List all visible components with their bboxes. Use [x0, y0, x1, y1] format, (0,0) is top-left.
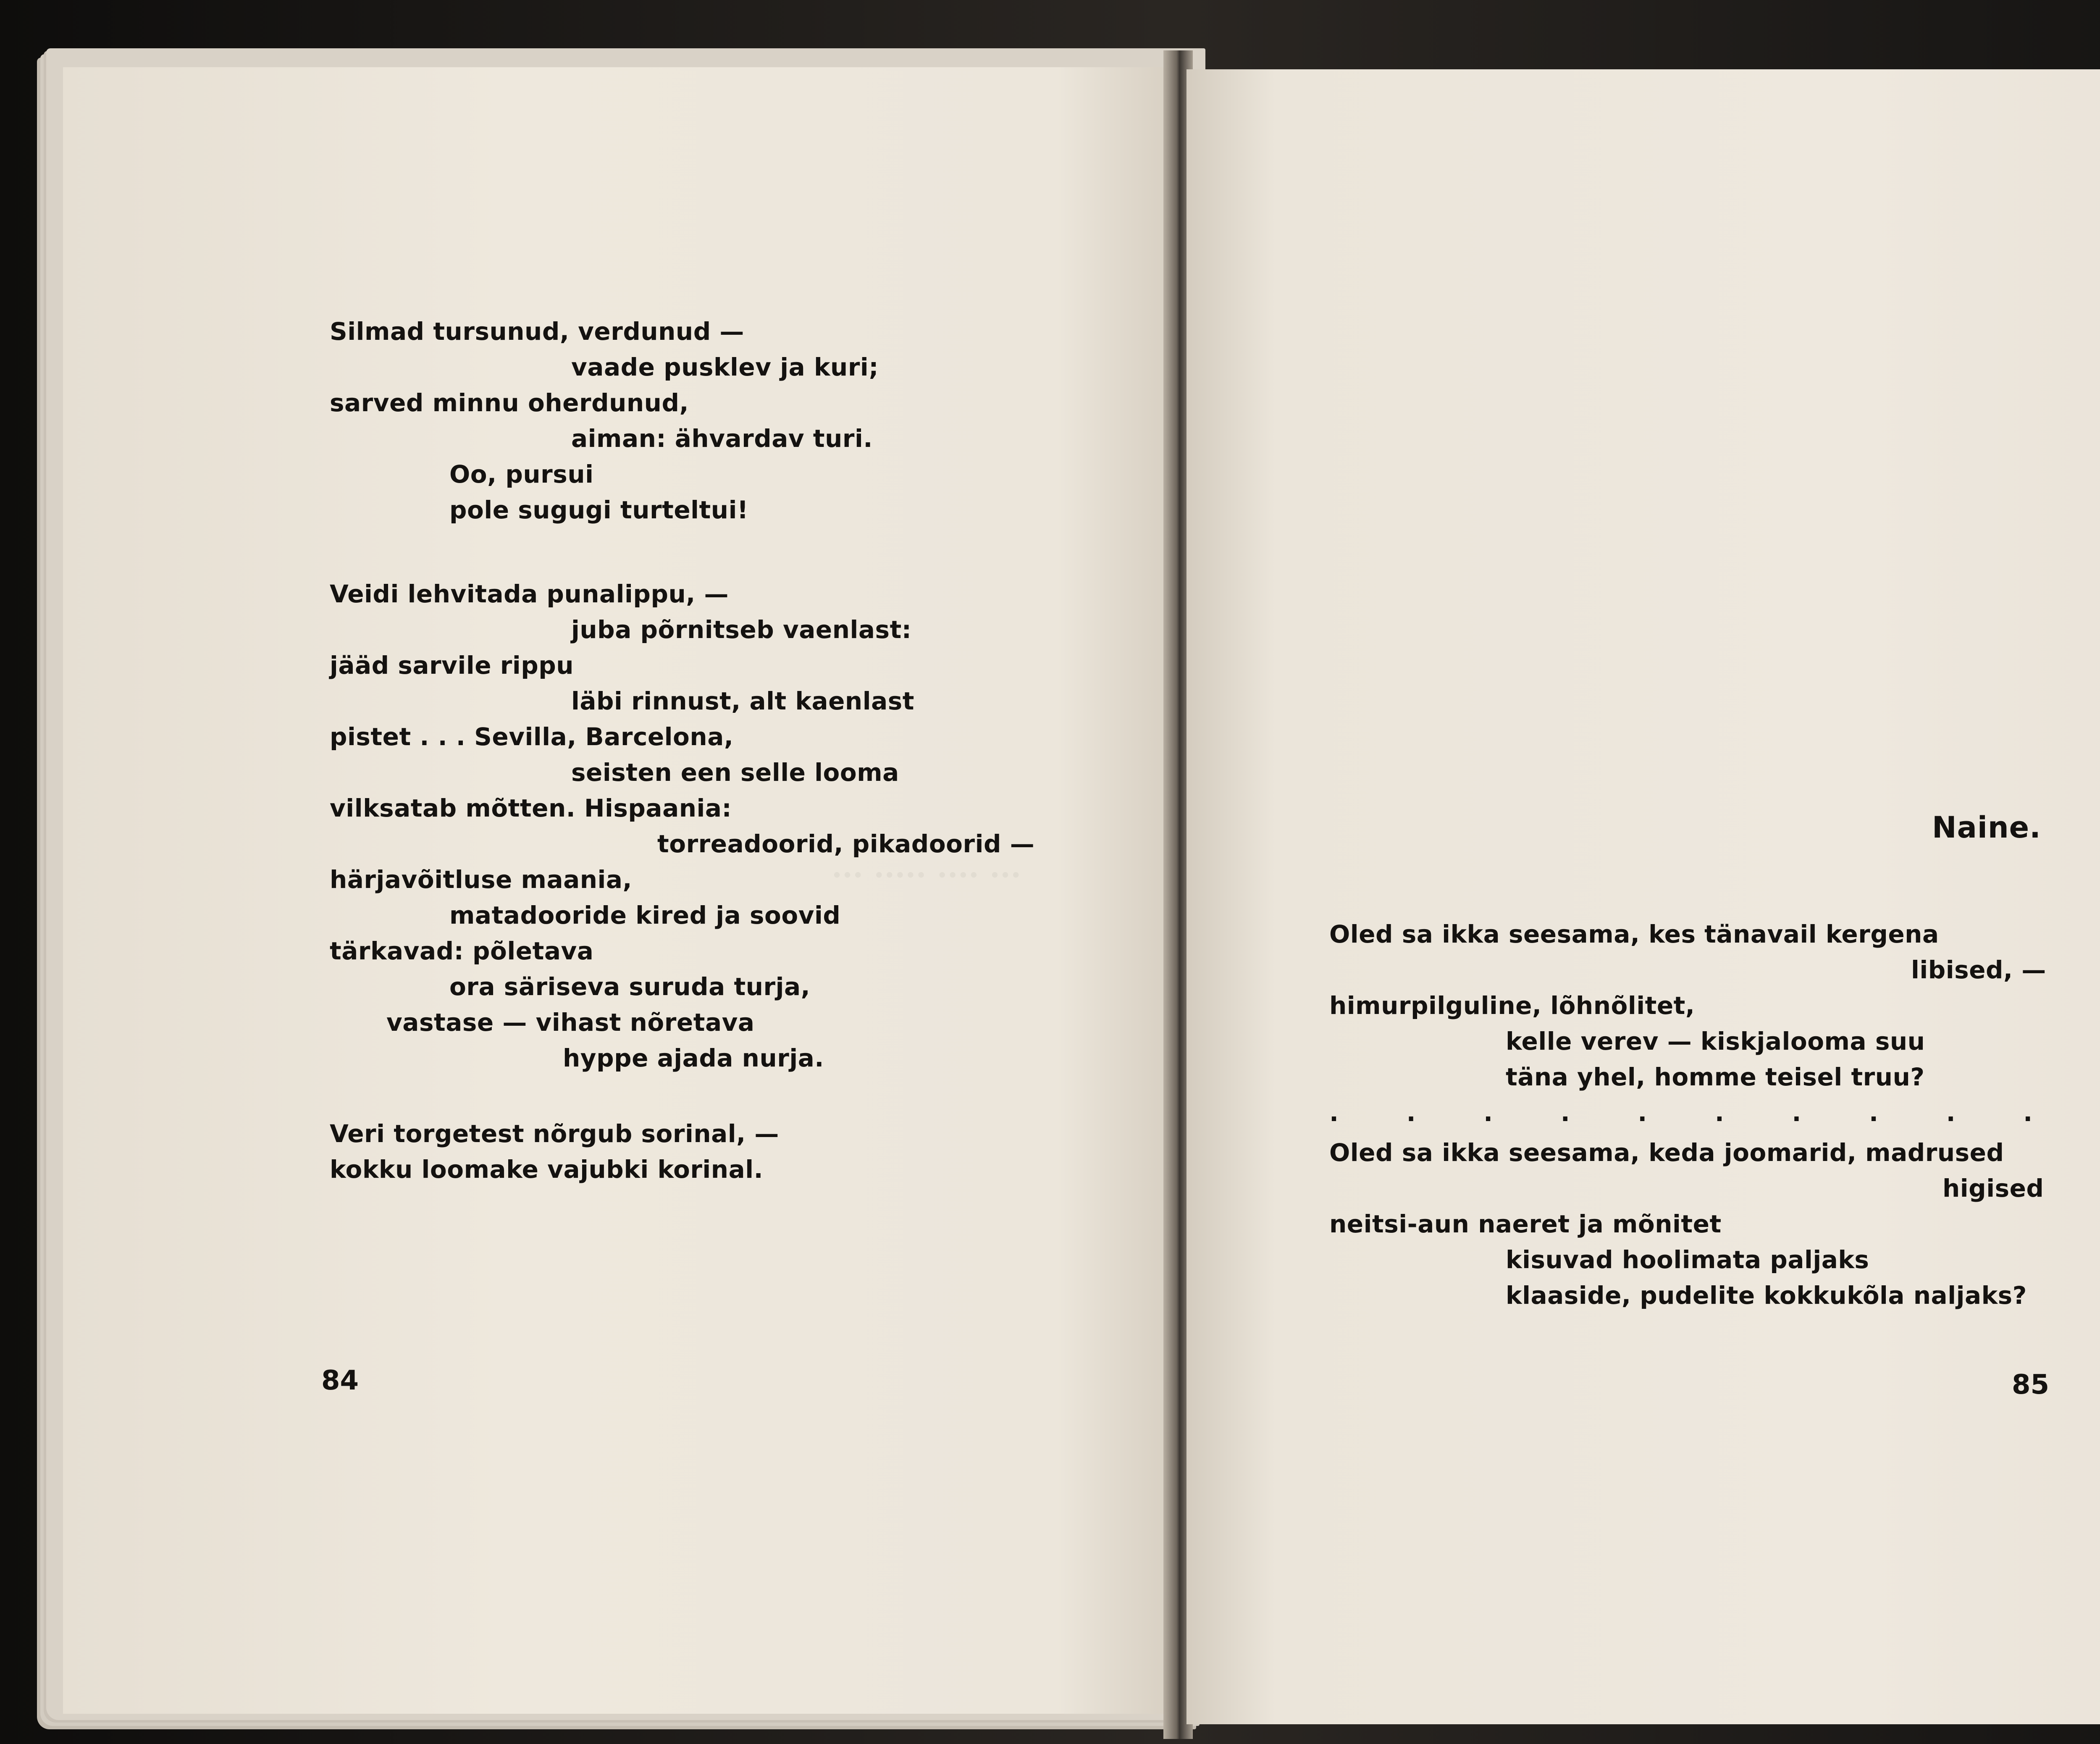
- poem-line: libised, —: [1911, 956, 2046, 984]
- poem-line: kelle verev — kiskjalooma suu: [1506, 1027, 1925, 1056]
- poem-line: himurpilguline, lõhnõlitet,: [1329, 991, 1695, 1020]
- poem-line: Veidi lehvitada punalippu, —: [330, 580, 729, 608]
- poem-line: seisten een selle looma: [571, 758, 899, 787]
- poem-line: läbi rinnust, alt kaenlast: [571, 687, 914, 715]
- section-dots: . . . . . . . . . .: [1329, 1098, 2033, 1127]
- poem-line: Veri torgetest nõrgub sorinal, —: [330, 1119, 779, 1148]
- right-page: [1186, 69, 2100, 1724]
- poem-line: vastase — vihast nõretava: [386, 1008, 755, 1037]
- poem-line: täna yhel, homme teisel truu?: [1506, 1063, 1925, 1091]
- poem-line: pole sugugi turteltui!: [449, 496, 748, 524]
- poem-line: sarved minnu oherdunud,: [330, 389, 689, 417]
- poem-line: vaade pusklev ja kuri;: [571, 353, 879, 381]
- poem-line: kokku loomake vajubki korinal.: [330, 1155, 764, 1184]
- poem-line: härjavõitluse maania,: [330, 865, 633, 894]
- poem-line: Oled sa ikka seesama, kes tänavail kergena: [1329, 920, 1939, 948]
- poem-title: Naine.: [1932, 810, 2041, 845]
- poem-line: Oled sa ikka seesama, keda joomarid, madrused: [1329, 1138, 2004, 1167]
- poem-line: vilksatab mõtten. Hispaania:: [330, 794, 732, 822]
- poem-line: higised: [1942, 1174, 2044, 1203]
- poem-line: pistet . . . Sevilla, Barcelona,: [330, 722, 734, 751]
- poem-line: ora säriseva suruda turja,: [449, 972, 811, 1001]
- poem-line: hyppe ajada nurja.: [563, 1044, 824, 1072]
- page-number: 85: [2012, 1369, 2050, 1400]
- poem-line: torreadoorid, pikadoorid —: [657, 830, 1035, 858]
- poem-line: tärkavad: põletava: [330, 937, 594, 965]
- poem-line: kisuvad hoolimata paljaks: [1506, 1245, 1869, 1274]
- poem-line: klaaside, pudelite kokkukõla naljaks?: [1506, 1281, 2027, 1310]
- poem-line: juba põrnitseb vaenlast:: [571, 615, 912, 644]
- page-number: 84: [321, 1365, 359, 1396]
- left-page: [63, 67, 1168, 1714]
- poem-line: Silmad tursunud, verdunud —: [330, 317, 744, 346]
- poem-line: aiman: ähvardav turi.: [571, 424, 873, 453]
- bleed-through-text: [832, 857, 1021, 893]
- poem-line: Oo, pursui: [449, 460, 594, 489]
- poem-line: neitsi-aun naeret ja mõnitet: [1329, 1210, 1722, 1238]
- poem-line: matadooride kired ja soovid: [449, 901, 841, 930]
- poem-line: jääd sarvile rippu: [330, 651, 574, 680]
